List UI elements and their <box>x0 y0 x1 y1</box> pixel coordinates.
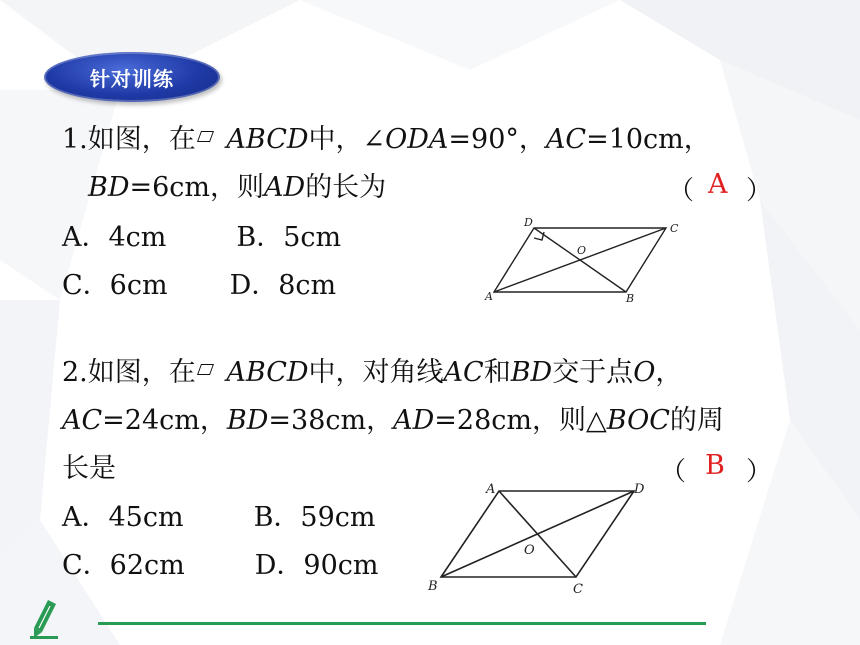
q1-label-c: C <box>670 222 679 235</box>
q1-option-d[interactable]: D．8cm <box>229 270 337 301</box>
footer-divider <box>98 622 706 625</box>
q1-label-a: A <box>485 290 493 303</box>
section-badge <box>44 52 220 102</box>
q1-label-o: O <box>577 244 587 257</box>
q1-answer: A <box>708 169 728 200</box>
q1-figure <box>484 214 686 304</box>
badge-label: 针对训练 <box>90 66 174 91</box>
q2-options-row1 <box>62 500 376 536</box>
q2-paren-close: ） <box>746 457 773 487</box>
q2-label-a: A <box>486 482 496 497</box>
q2-line2: AC=24cm，BD=38cm，AD=28cm，则△BOC的周 <box>62 405 724 436</box>
q1-line2: BD=6cm，则AD的长为 <box>88 172 387 203</box>
q1-label-d: D <box>524 216 533 229</box>
parallelogram-icon <box>197 364 214 375</box>
q2-option-b[interactable]: B．59cm <box>253 502 376 533</box>
q1-label-b: B <box>626 292 635 304</box>
q2-option-c[interactable]: C．62cm <box>62 550 185 581</box>
q2-option-a[interactable]: A．45cm <box>62 502 184 533</box>
q1-paren-open: （ <box>668 176 695 206</box>
q2-label-b: B <box>428 579 438 594</box>
q1-line1: 1.如图，在 ABCD中，∠ODA=90°，AC=10cm， <box>62 124 711 155</box>
q2-options-row2 <box>62 548 378 584</box>
q1-options-row2 <box>62 268 336 304</box>
pencil-icon <box>28 598 62 640</box>
parallelogram-icon <box>197 131 214 142</box>
q1-options-row1 <box>62 220 341 256</box>
q2-label-d: D <box>634 482 645 497</box>
q1-option-a[interactable]: A．4cm <box>62 222 167 253</box>
q2-figure <box>413 466 655 601</box>
q2-option-d[interactable]: D．90cm <box>254 550 379 581</box>
q2-paren-open: （ <box>660 457 687 487</box>
q1-option-b[interactable]: B．5cm <box>236 222 342 253</box>
q2-line3: 长是 <box>62 453 116 484</box>
q2-line1: 2.如图，在 ABCD中，对角线AC和BD交于点O， <box>62 357 683 388</box>
q2-label-o: O <box>524 543 535 558</box>
q2-answer: B <box>705 450 725 481</box>
q1-option-c[interactable]: C．6cm <box>62 270 168 301</box>
q1-paren-close: ） <box>746 176 773 206</box>
q2-label-c: C <box>573 582 583 597</box>
